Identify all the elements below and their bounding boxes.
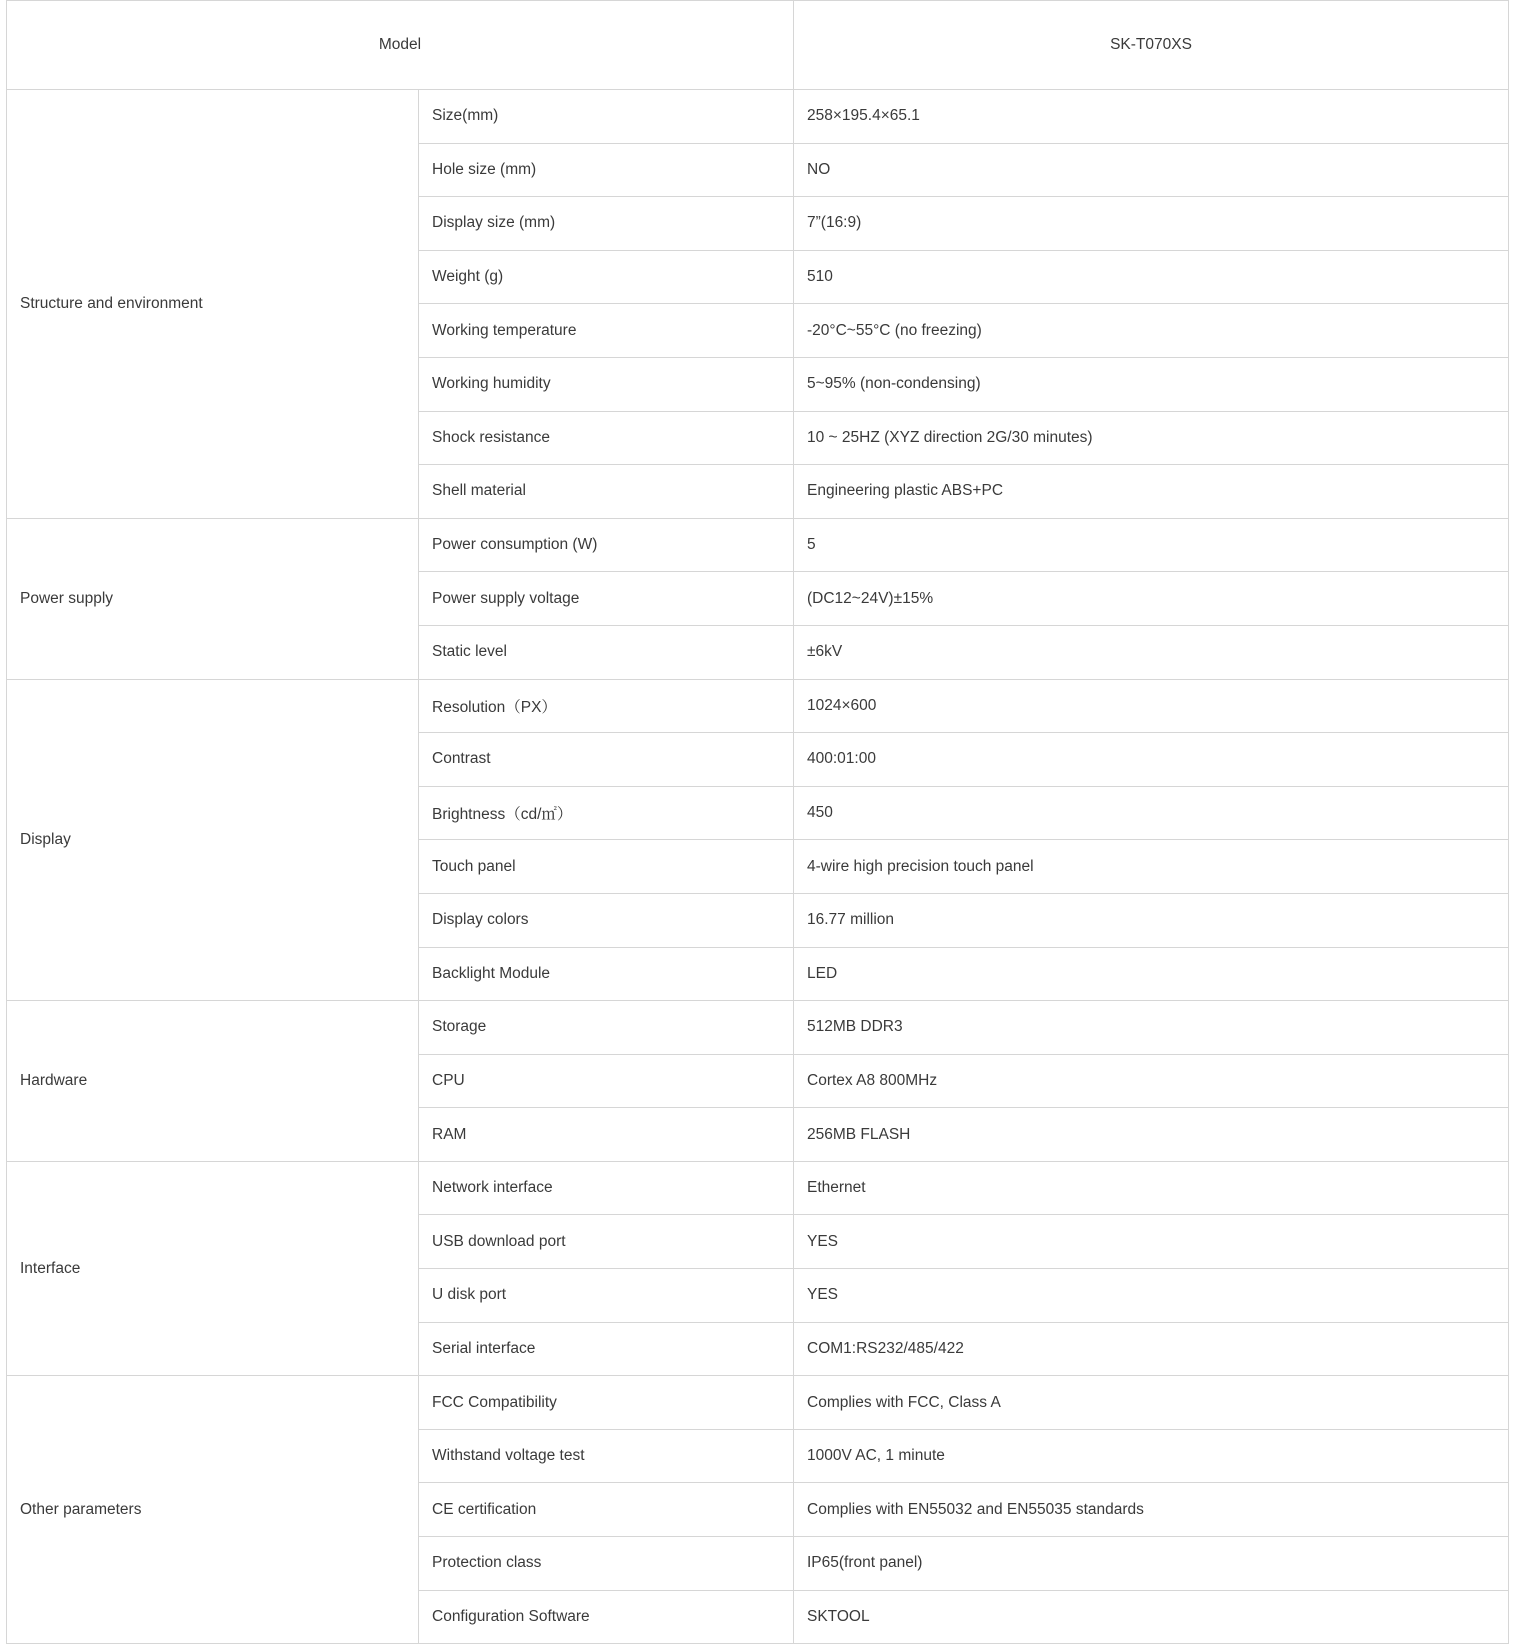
group-label: Other parameters: [7, 1376, 419, 1644]
param-value: (DC12~24V)±15%: [794, 572, 1509, 626]
param-value: 1000V AC, 1 minute: [794, 1429, 1509, 1483]
param-value: ±6kV: [794, 625, 1509, 679]
param-name: RAM: [419, 1108, 794, 1162]
param-name: Withstand voltage test: [419, 1429, 794, 1483]
param-name: Shell material: [419, 465, 794, 519]
param-value: 16.77 million: [794, 893, 1509, 947]
table-row: [7, 1001, 1509, 1055]
table-row: [7, 1161, 1509, 1215]
group-label: Hardware: [7, 1001, 419, 1162]
param-name: Power consumption (W): [419, 518, 794, 572]
param-name: FCC Compatibility: [419, 1376, 794, 1430]
param-name: Backlight Module: [419, 947, 794, 1001]
param-name: Display colors: [419, 893, 794, 947]
param-value: 7”(16:9): [794, 197, 1509, 251]
spec-table: [6, 0, 1509, 1644]
param-value: 510: [794, 250, 1509, 304]
param-name: Shock resistance: [419, 411, 794, 465]
param-name: Hole size (mm): [419, 143, 794, 197]
table-row: [7, 679, 1509, 733]
param-name: CPU: [419, 1054, 794, 1108]
param-name: USB download port: [419, 1215, 794, 1269]
param-name: Working temperature: [419, 304, 794, 358]
param-name: Weight (g): [419, 250, 794, 304]
param-name: Display size (mm): [419, 197, 794, 251]
param-value: 256MB FLASH: [794, 1108, 1509, 1162]
param-value: NO: [794, 143, 1509, 197]
model-label: Model: [7, 1, 794, 90]
group-label: Structure and environment: [7, 90, 419, 519]
table-row: [7, 90, 1509, 144]
param-name: Storage: [419, 1001, 794, 1055]
param-value: YES: [794, 1269, 1509, 1323]
param-value: 450: [794, 786, 1509, 840]
group-label: Interface: [7, 1161, 419, 1375]
param-name: Contrast: [419, 733, 794, 787]
param-value: 10 ~ 25HZ (XYZ direction 2G/30 minutes): [794, 411, 1509, 465]
param-name: Static level: [419, 625, 794, 679]
spec-table-body: [7, 1, 1509, 1644]
param-value: Ethernet: [794, 1161, 1509, 1215]
param-name: Network interface: [419, 1161, 794, 1215]
param-value: 400:01:00: [794, 733, 1509, 787]
param-value: COM1:RS232/485/422: [794, 1322, 1509, 1376]
param-value: Complies with FCC, Class A: [794, 1376, 1509, 1430]
param-name: U disk port: [419, 1269, 794, 1323]
param-name: Protection class: [419, 1537, 794, 1591]
param-value: 5~95% (non-condensing): [794, 357, 1509, 411]
param-name: Resolution（PX）: [419, 679, 794, 733]
spec-table-container: [6, 0, 1508, 1644]
table-row: [7, 1376, 1509, 1430]
param-value: SKTOOL: [794, 1590, 1509, 1644]
param-name: Size(mm): [419, 90, 794, 144]
param-value: 258×195.4×65.1: [794, 90, 1509, 144]
model-value: SK-T070XS: [794, 1, 1509, 90]
param-value: LED: [794, 947, 1509, 1001]
group-label: Display: [7, 679, 419, 1001]
param-name: Configuration Software: [419, 1590, 794, 1644]
param-name: CE certification: [419, 1483, 794, 1537]
param-name: Touch panel: [419, 840, 794, 894]
table-header-row: [7, 1, 1509, 90]
param-name: Working humidity: [419, 357, 794, 411]
param-value: Engineering plastic ABS+PC: [794, 465, 1509, 519]
param-value: 5: [794, 518, 1509, 572]
param-value: YES: [794, 1215, 1509, 1269]
param-value: Complies with EN55032 and EN55035 standards: [794, 1483, 1509, 1537]
param-value: 512MB DDR3: [794, 1001, 1509, 1055]
param-value: Cortex A8 800MHz: [794, 1054, 1509, 1108]
param-name: Serial interface: [419, 1322, 794, 1376]
table-row: [7, 518, 1509, 572]
param-value: 4-wire high precision touch panel: [794, 840, 1509, 894]
param-name: Brightness（cd/㎡）: [419, 786, 794, 840]
group-label: Power supply: [7, 518, 419, 679]
param-name: Power supply voltage: [419, 572, 794, 626]
param-value: IP65(front panel): [794, 1537, 1509, 1591]
param-value: 1024×600: [794, 679, 1509, 733]
param-value: -20°C~55°C (no freezing): [794, 304, 1509, 358]
